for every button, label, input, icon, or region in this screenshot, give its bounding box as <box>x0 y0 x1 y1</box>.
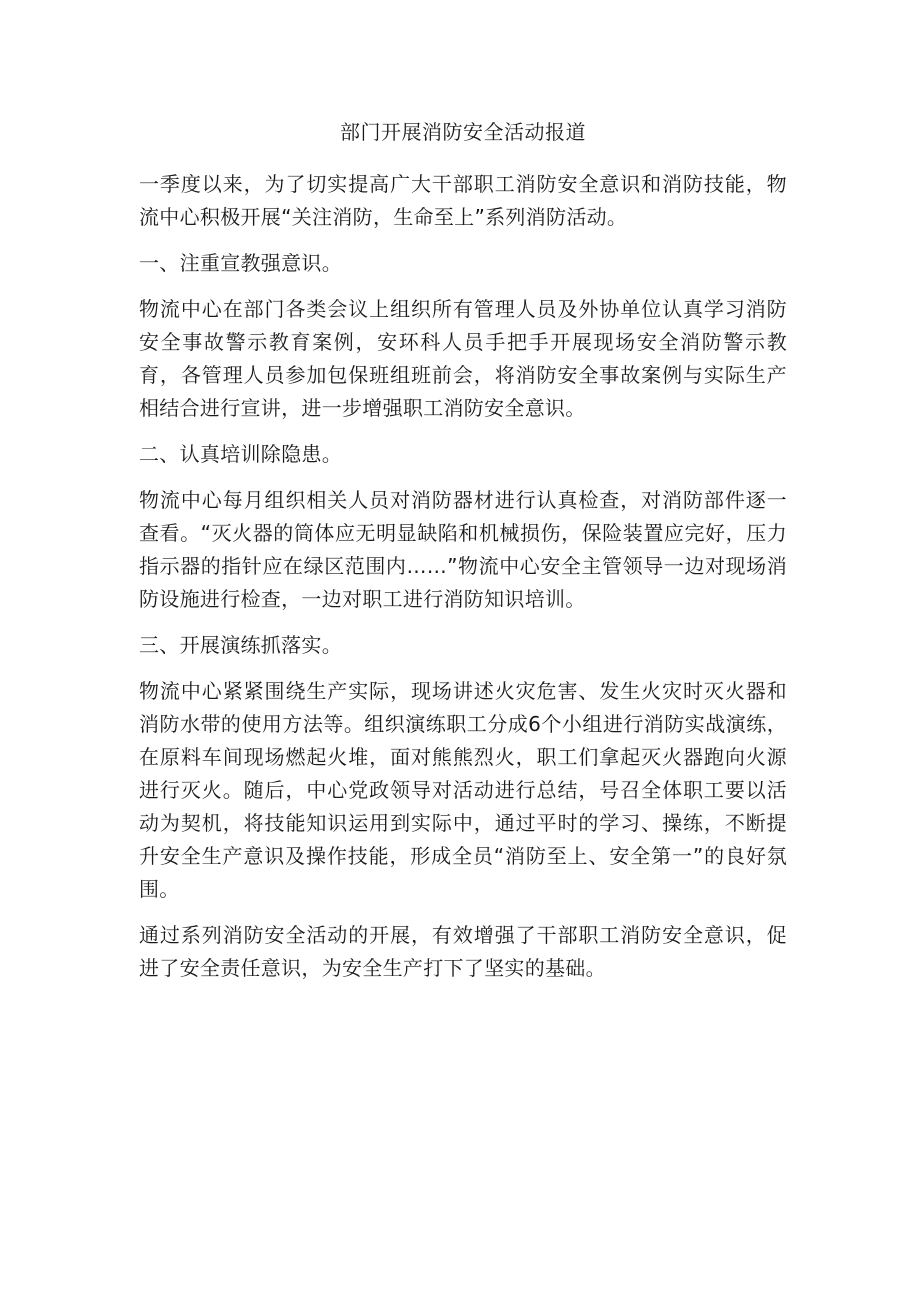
section-heading-1: 一、注重宣教强意识。 <box>139 251 342 275</box>
section-body-3: 物流中心紧紧围绕生产实际，现场讲述火灾危害、发生火灾时灭火器和消防水带的使用方法等。组织演练职工分成6个小组进行消防实战演练，在原料车间现场燃起火堆，面对熊熊烈火，职工们拿起灭火器跑向火源进行灭火。随后，中心党政领导对活动进行总结，号召全体职工要以活动为契机，将技能知识运用到实际中，通过平时的学习、操练，不断提升安全生产意识及操作技能，形成全员“消防至上、安全第一”的良好氛围。 <box>139 679 787 901</box>
document-body <box>139 118 787 998</box>
document-title: 部门开展消防安全活动报道 <box>340 120 586 144</box>
intro-paragraph: 一季度以来，为了切实提高广大干部职工消防安全意识和消防技能，物流中心积极开展“关注消防，生命至上”系列消防活动。 <box>139 172 787 229</box>
section-heading-3: 三、开展演练抓落实。 <box>139 633 342 657</box>
section-body-2: 物流中心每月组织相关人员对消防器材进行认真检查，对消防部件逐一查看。“灭火器的筒体应无明显缺陷和机械损伤，保险装置应完好，压力指示器的指针应在绿区范围内……”物流中心安全主管领导一边对现场消防设施进行检查，一边对职工进行消防知识培训。 <box>139 488 787 611</box>
conclusion-paragraph: 通过系列消防安全活动的开展，有效增强了干部职工消防安全意识，促进了安全责任意识，为安全生产打下了坚实的基础。 <box>139 923 787 980</box>
section-heading-2: 二、认真培训除隐患。 <box>139 442 342 466</box>
section-body-1: 物流中心在部门各类会议上组织所有管理人员及外协单位认真学习消防安全事故警示教育案例，安环科人员手把手开展现场安全消防警示教育，各管理人员参加包保班组班前会，将消防安全事故案例与实际生产相结合进行宣讲，进一步增强职工消防安全意识。 <box>139 297 787 420</box>
